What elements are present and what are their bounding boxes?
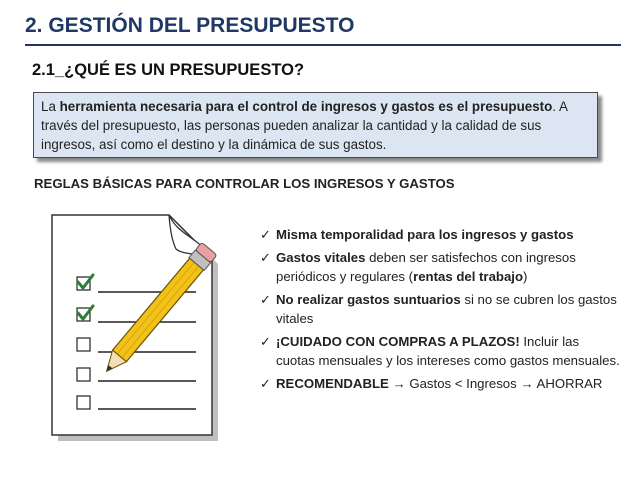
checkbox-3 bbox=[77, 338, 90, 351]
definition-text-bold: herramienta necesaria para el control de ingresos y gastos es el presupuesto bbox=[59, 99, 553, 114]
list-item: ✓ RECOMENDABLE → Gastos < Ingresos → AHORRAR bbox=[260, 376, 603, 391]
list-item: ✓ Misma temporalidad para los ingresos y gastos bbox=[260, 227, 574, 242]
check-icon: ✓ bbox=[260, 227, 271, 242]
list-item: ✓ No realizar gastos suntuarios si no se cubren los gastos vitales bbox=[260, 292, 617, 326]
definition-text-2: . A través del presupuesto, las personas pueden analizar la cantidad y la calidad de sus ingresos, así como el destino y la dinámica de sus gastos. bbox=[41, 99, 568, 152]
checklist-with-pencil-icon bbox=[48, 205, 248, 445]
checkbox-5 bbox=[77, 396, 90, 409]
checkbox-4 bbox=[77, 368, 90, 381]
check-icon: ✓ bbox=[260, 250, 271, 265]
check-icon: ✓ bbox=[260, 292, 271, 307]
rules-heading: REGLAS BÁSICAS PARA CONTROLAR LOS INGRESOS Y GASTOS bbox=[34, 176, 455, 191]
section-subtitle: 2.1_¿QUÉ ES UN PRESUPUESTO? bbox=[32, 61, 305, 79]
check-icon: ✓ bbox=[260, 376, 271, 391]
title-underline bbox=[25, 44, 621, 46]
list-item: ✓ ¡CUIDADO CON COMPRAS A PLAZOS! Incluir las cuotas mensuales y los intereses como gastos mensuales. bbox=[260, 334, 620, 368]
list-item: ✓ Gastos vitales deben ser satisfechos con ingresos periódicos y regulares (rentas del trabajo) bbox=[260, 250, 576, 284]
definition-box bbox=[33, 92, 598, 158]
definition-text-1: La bbox=[41, 99, 60, 114]
page-title: 2. GESTIÓN DEL PRESUPUESTO bbox=[25, 14, 355, 37]
rules-list bbox=[260, 225, 620, 397]
check-icon: ✓ bbox=[260, 334, 271, 349]
